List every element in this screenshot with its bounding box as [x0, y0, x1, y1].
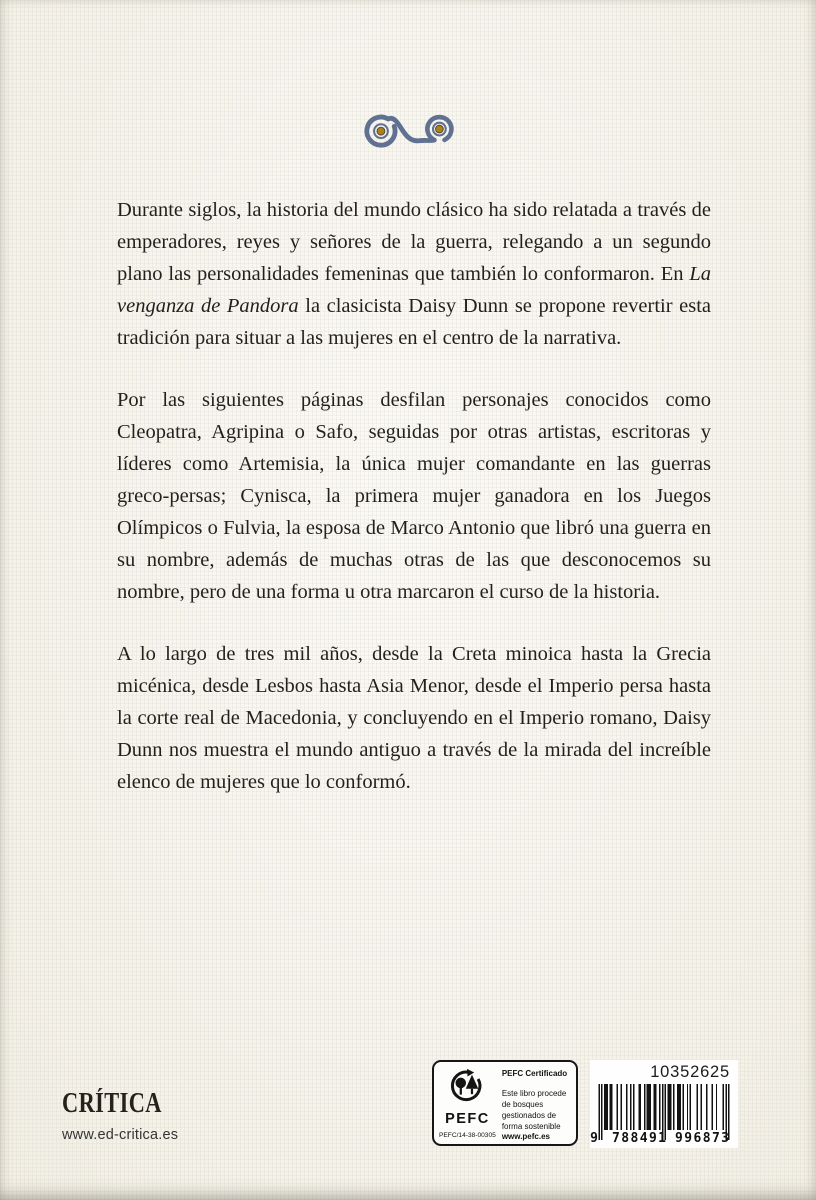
- paragraph-text: Durante siglos, la historia del mundo clásico ha sido relatada a través de emperadores, reyes y señores de la guerra, relegando a un segundo plano las personalidades femeninas que también lo conformaron. En: [117, 199, 711, 285]
- pefc-text-column: [496, 1067, 576, 1140]
- publisher-logo: CRÍTICA: [62, 1088, 162, 1119]
- pefc-logo-icon: [442, 1067, 492, 1108]
- pefc-certified-heading: PEFC Certificado: [501, 1069, 568, 1078]
- publisher-website: www.ed-critica.es: [62, 1127, 179, 1143]
- isbn-prefix-digit: 9: [590, 1131, 598, 1146]
- barcode-panel: [590, 1060, 738, 1148]
- synopsis-paragraph-2: Por las siguientes páginas desfilan personajes conocidos como Cleopatra, Agripina o Safo, seguidas por otras artistas, escritoras y líderes como Artemisia, la única mujer comandante en las guerras greco-persas; Cynisca, la primera mujer ganadora en los Juegos Olímpicos o Fulvia, la esposa de Marco Antonio que libró una guerra en su nombre, además de muchas otras de las que desconocemos su nombre, pero de una forma u otra marcaron el curso de la historia.: [117, 389, 711, 603]
- double-spiral-ornament-icon: [358, 104, 454, 152]
- paragraph-text: la clasicista Daisy Dunn se propone revertir esta tradición para situar a las mujeres en el centro de la narrativa.: [117, 295, 711, 349]
- pefc-license-code: PEFC/14-38-00305: [439, 1132, 496, 1140]
- synopsis-paragraph-1: [117, 194, 711, 354]
- pefc-label: [432, 1060, 578, 1146]
- synopsis-text-block: [117, 194, 711, 798]
- barcode-sku: 10352625: [650, 1063, 730, 1081]
- book-title-italic: La venganza de Pandora: [117, 263, 711, 317]
- pefc-logo-column: [439, 1067, 496, 1140]
- pefc-description: Este libro procede de bosques gestionados de forma sostenible: [501, 1088, 567, 1132]
- isbn-left-group: 7 8 8 4 9 1: [612, 1131, 666, 1146]
- isbn-right-group: 9 9 6 8 7 3: [675, 1131, 729, 1146]
- pefc-website: www.pefc.es: [501, 1132, 550, 1142]
- publisher-block: [62, 1088, 187, 1143]
- synopsis-paragraph-3: A lo largo de tres mil años, desde la Creta minoica hasta la Grecia micénica, desde Lesbos hasta Asia Menor, desde el Imperio persa hasta la corte real de Macedonia, y concluyendo en el Imperio romano, Daisy Dunn nos muestra el mundo antiguo a través de la mirada del increíble elenco de mujeres que lo conformó.: [117, 643, 711, 793]
- pefc-wordmark: PEFC: [445, 1111, 490, 1128]
